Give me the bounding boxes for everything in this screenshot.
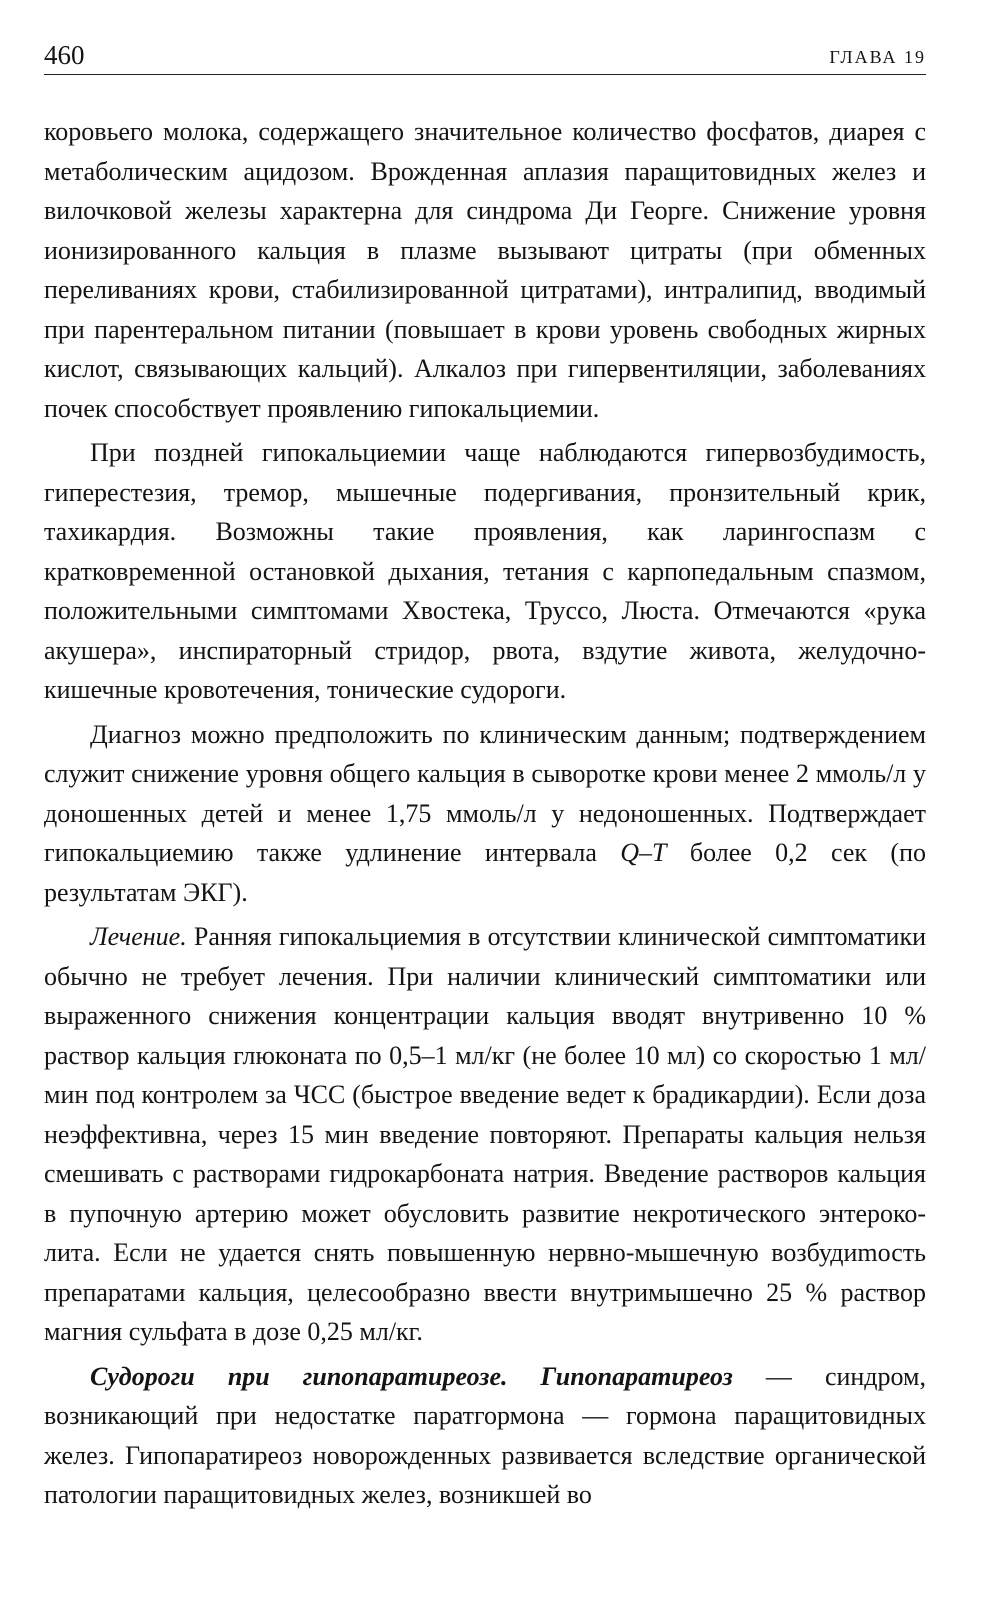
- paragraph-text: — синдром, возникающий при недостатке паратгормона — гормона паращитовидных желез. Гипопаратиреоз новорожденных развивается вследствие органической патологии паращитовидных желез, возникшей во: [44, 1361, 926, 1509]
- paragraph-text: более 0,2 сек (по результатам ЭКГ).: [44, 838, 926, 907]
- paragraph: [44, 112, 926, 428]
- treatment-label: Лечение.: [90, 922, 187, 951]
- running-head: ГЛАВА 19: [829, 47, 926, 67]
- paragraph-text: При поздней гипокальциемии чаще наблюдаются гипервозбудимость, гиперестезия, тремор, мышечные подергивания, пронзительный крик, тахикардия. Возможны такие проявления, как ларингоспазм с кратковременной остановкой дыхания, тетания с карпопедальным спазмом, положительными симптомами Хвостека, Труссо, Люста. Отмечаются «рука акушера», инспираторный стридор, рвота, вздутие живота, желудочно-кишечные кровотечения, тонические судороги.: [44, 438, 926, 704]
- page-number: 460: [44, 40, 85, 70]
- paragraph: [44, 917, 926, 1352]
- header-rule: [44, 74, 926, 75]
- paragraph-text: Диагноз можно предположить по клиническим данным; подтверждением служит снижение уровня общего кальция в сыворотке крови менее 2 ммоль/л у доношенных детей и менее 1,75 ммоль/л у недоношенных. Подтверждает гипокальциемию также удлинение интервала: [44, 719, 926, 867]
- paragraph: [44, 433, 926, 710]
- paragraph: [44, 1357, 926, 1515]
- interval-term: Q–T: [620, 838, 667, 867]
- paragraph: [44, 715, 926, 913]
- paragraph-text: коровьего молока, содержащего значительное количество фосфатов, диарея с метаболическим ацидозом. Врожденная аплазия паращитовидных желез и вилочковой железы характерна для синдрома Ди Георге. Снижение уровня ионизированного кальция в плазме вызывают цитраты (при обменных переливаниях крови, стабилизированной цитратами), интралипид, вводимый при парентеральном питании (повышает в крови уровень свободных жирных кислот, связывающих кальций). Алкалоз при гипервентиляции, заболеваниях почек способствует проявлению гипокальциемии.: [44, 117, 926, 423]
- body-text: [44, 112, 926, 1520]
- section-heading: Судороги при гипопаратиреозе. Гипопаратиреоз: [90, 1361, 733, 1391]
- page-header: [44, 36, 926, 76]
- paragraph-text: Ранняя гипокальциемия в отсутствии клинической симптоматики обычно не требует лечения. При наличии клинический симптоматики или выраженного снижения концентрации кальция вводят внутривенно 10 % раствор кальция глюконата по 0,5–1 мл/кг (не более 10 мл) со скоростью 1 мл/мин под контролем за ЧСС (быстрое введение ведет к брадикардии). Если доза неэффективна, через 15 мин введение повторяют. Препараты кальция нельзя смешивать с растворами гидрокарбоната натрия. Введение растворов кальция в пупочную артерию может обусловить развитие некротического энтероколита. Если не удается снять повышенную нервно-мышечную возбудиmость препаратами кальция, целесообразно ввести внутримышечно 25 % раствор магния сульфата в дозе 0,25 мл/кг.: [44, 922, 926, 1346]
